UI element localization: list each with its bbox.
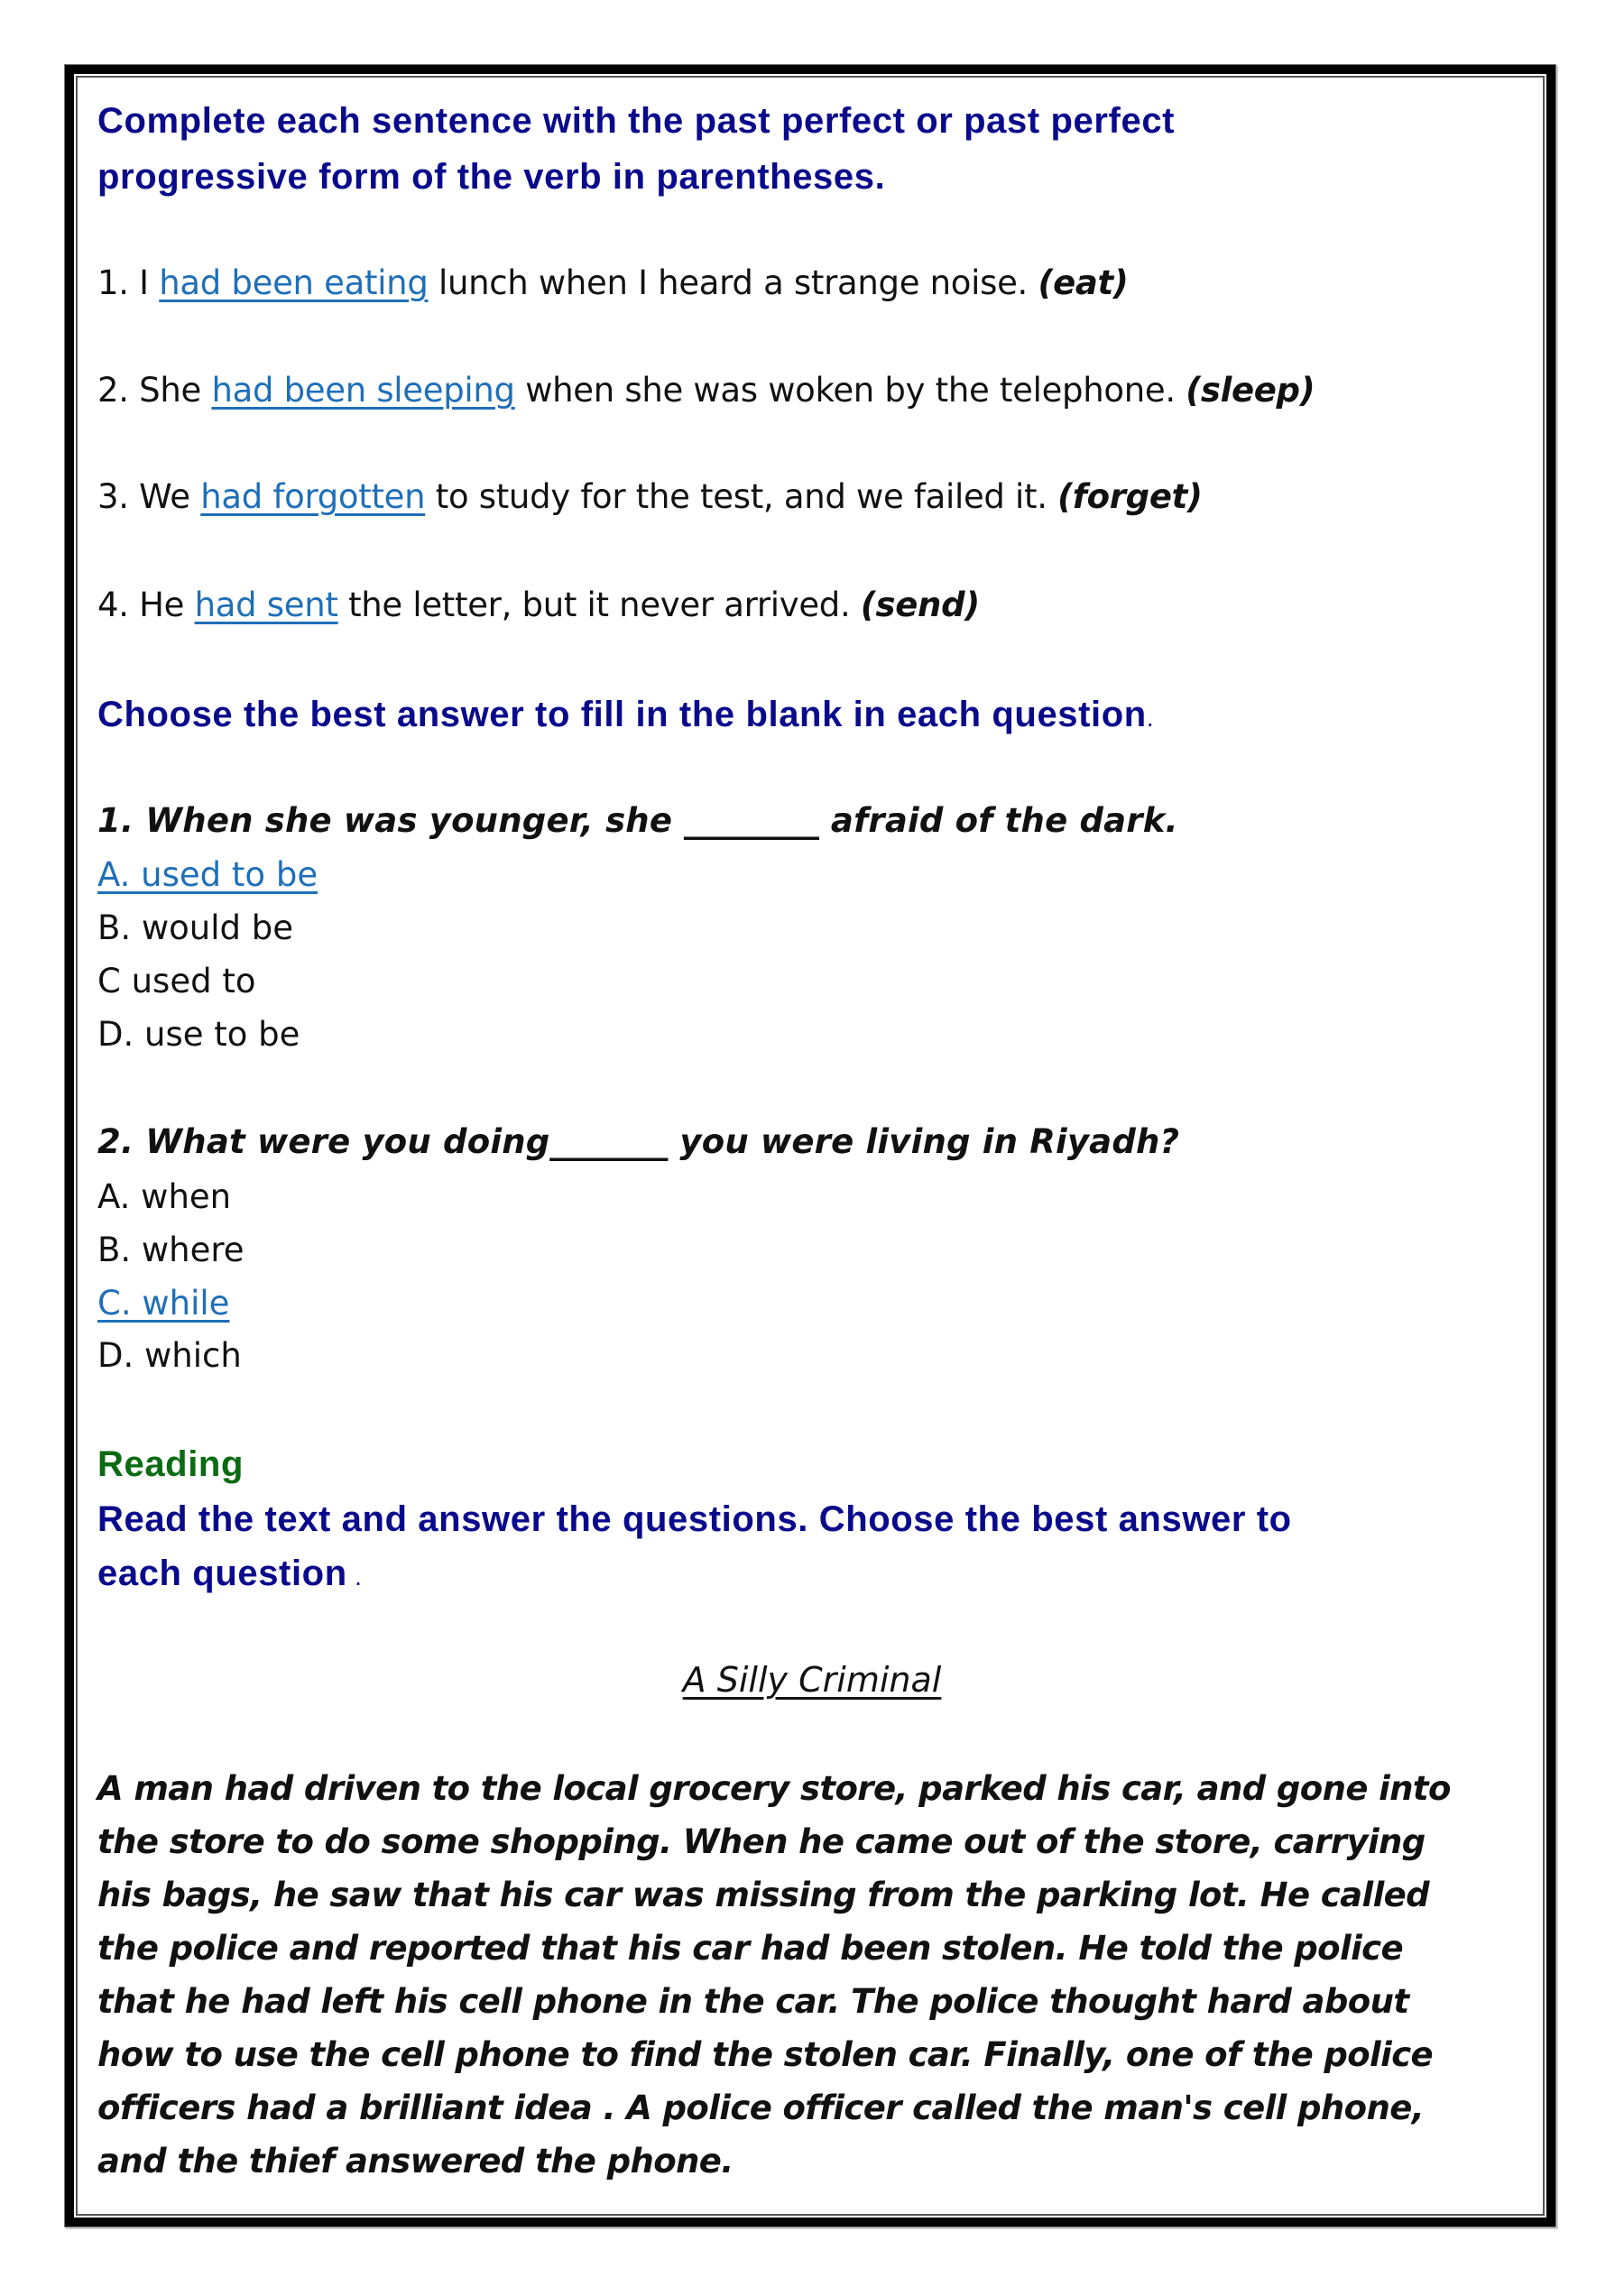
story-line: his bags, he saw that his car was missing from the parking lot. He called bbox=[97, 1876, 1430, 1914]
section1-instruction-line1: Complete each sentence with the past perfect or past perfect bbox=[97, 101, 1176, 141]
item-prefix: 3. We bbox=[97, 477, 201, 516]
reading-instruction-end: . bbox=[346, 1563, 363, 1591]
story-title-text: A Silly Criminal bbox=[682, 1660, 942, 1700]
item-rest: to study for the test, and we failed it. bbox=[425, 477, 1058, 516]
section2-instruction-end: . bbox=[1146, 704, 1155, 732]
item-verb: (eat) bbox=[1038, 263, 1129, 302]
question-2-option-a[interactable]: A. when bbox=[97, 1177, 232, 1216]
question-2-option-c[interactable]: C. while bbox=[97, 1284, 230, 1323]
section2-instruction bbox=[97, 695, 1154, 735]
exercise-item bbox=[97, 586, 980, 624]
reading-instruction-line1: Read the text and answer the questions. Choose the best answer to bbox=[97, 1499, 1292, 1539]
item-prefix: 1. I bbox=[97, 263, 160, 302]
question-2-option-b[interactable]: B. where bbox=[97, 1231, 245, 1269]
story-line: A man had driven to the local grocery store, parked his car, and gone into bbox=[97, 1769, 1451, 1808]
story-line: the police and reported that his car had been stolen. He told the police bbox=[97, 1929, 1403, 1968]
story-line: officers had a brilliant idea . A police officer called the man's cell phone, bbox=[97, 2089, 1425, 2127]
question-1-option-d[interactable]: D. use to be bbox=[97, 1015, 300, 1054]
question-1-option-b[interactable]: B. would be bbox=[97, 908, 294, 947]
item-verb: (send) bbox=[860, 586, 980, 624]
reading-instruction-line2 bbox=[97, 1554, 363, 1594]
question-1-option-a[interactable]: A. used to be bbox=[97, 855, 318, 894]
exercise-item bbox=[97, 263, 1129, 302]
section2-instruction-text: Choose the best answer to fill in the blank in each question bbox=[97, 695, 1147, 734]
exercise-item bbox=[97, 477, 1203, 516]
question-2-option-d[interactable]: D. which bbox=[97, 1336, 242, 1375]
item-verb: (forget) bbox=[1057, 477, 1203, 516]
question-2: 2. What were you doing_______ you were living in Riyadh? bbox=[97, 1122, 1180, 1161]
reading-instruction-line2-text: each question bbox=[97, 1554, 347, 1593]
exercise-item bbox=[97, 371, 1315, 410]
item-answer: had sent bbox=[194, 586, 338, 624]
story-title bbox=[0, 1660, 1624, 1700]
item-answer: had been eating bbox=[159, 263, 429, 302]
reading-heading: Reading bbox=[97, 1444, 244, 1484]
item-prefix: 4. He bbox=[97, 586, 195, 624]
story-line: how to use the cell phone to find the stolen car. Finally, one of the police bbox=[97, 2035, 1434, 2074]
story-line: the store to do some shopping. When he came out of the store, carrying bbox=[97, 1822, 1426, 1861]
item-rest: when she was woken by the telephone. bbox=[514, 371, 1186, 410]
item-verb: (sleep) bbox=[1186, 371, 1315, 410]
question-1: 1. When she was younger, she ________ afraid of the dark. bbox=[97, 801, 1178, 840]
item-rest: the letter, but it never arrived. bbox=[337, 586, 861, 624]
item-answer: had been sleeping bbox=[211, 371, 515, 410]
story-line: that he had left his cell phone in the car. The police thought hard about bbox=[97, 1982, 1409, 2021]
item-prefix: 2. She bbox=[97, 371, 212, 410]
item-rest: lunch when I heard a strange noise. bbox=[428, 263, 1038, 302]
question-1-option-c[interactable]: C used to bbox=[97, 962, 256, 1000]
section1-instruction-line2: progressive form of the verb in parentheses. bbox=[97, 157, 886, 197]
item-answer: had forgotten bbox=[200, 477, 426, 516]
story-line: and the thief answered the phone. bbox=[97, 2142, 734, 2181]
